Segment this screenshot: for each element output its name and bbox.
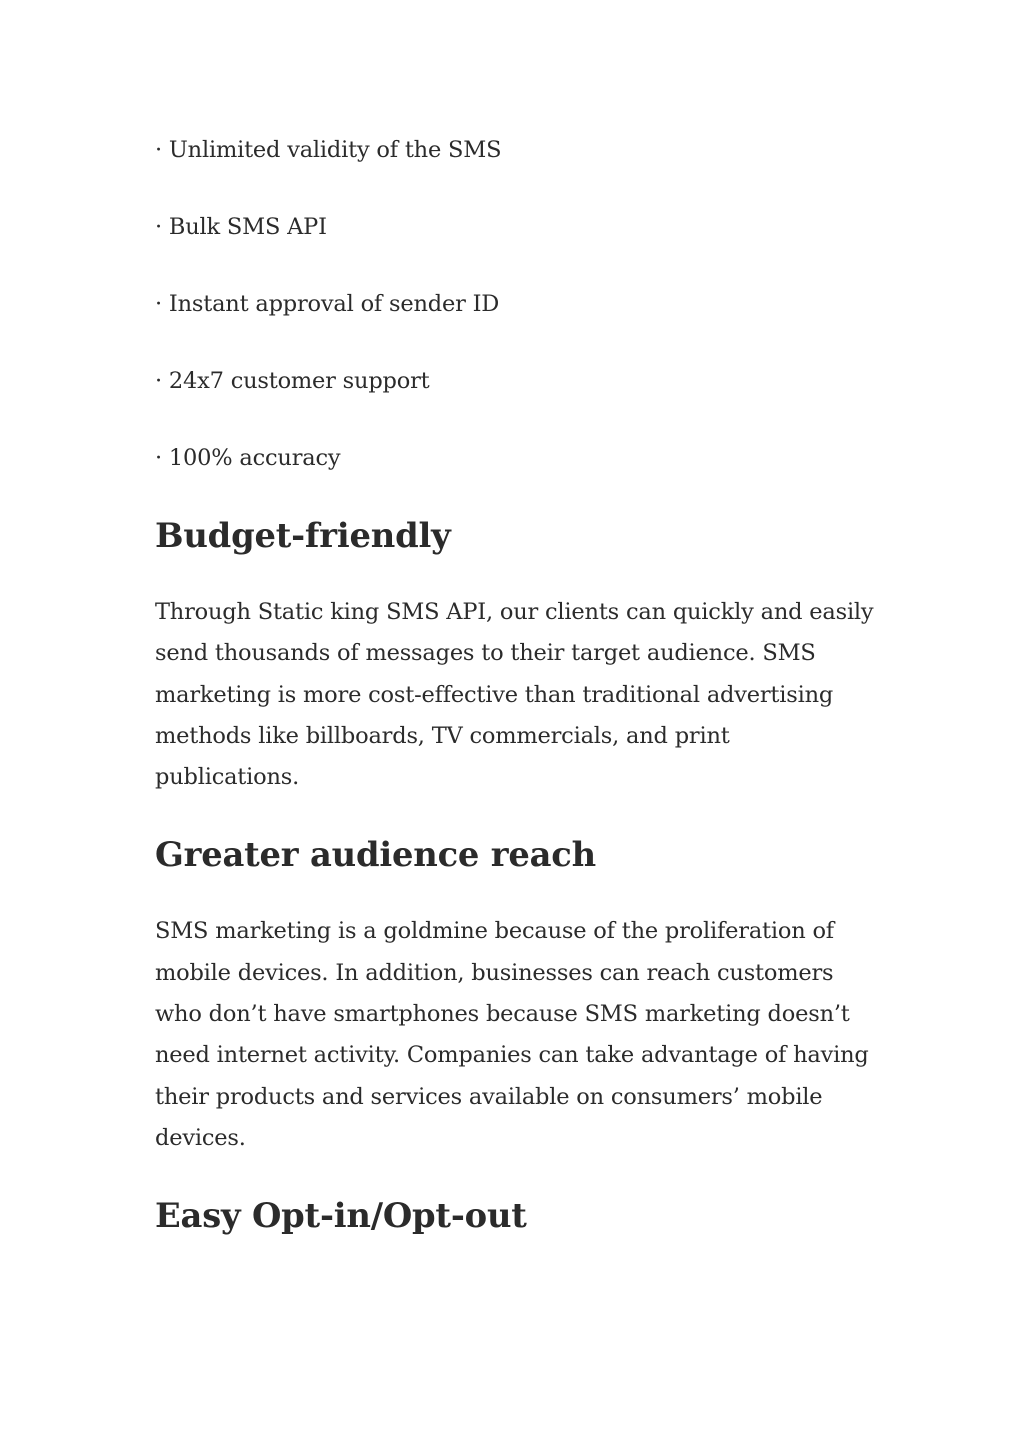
section-heading-audience-reach: Greater audience reach — [155, 834, 596, 875]
feature-item-accuracy: · 100% accuracy — [155, 445, 341, 471]
feature-item-support: · 24x7 customer support — [155, 368, 430, 394]
section-body-audience-reach: SMS marketing is a goldmine because of the proliferation of mobile devices. In addition, businesses can reach customers who don’t have smartphones because SMS marketing doesn’t need internet activity. Companies can take advantage of having their products and services available on consumers’ mobile devices. — [155, 918, 869, 1151]
section-body-budget-friendly: Through Static king SMS API, our clients can quickly and easily send thousands of messages to their target audience. SMS marketing is more cost-effective than traditional advertising methods like billboards, TV commercials, and print publications. — [155, 599, 874, 791]
feature-item-validity: · Unlimited validity of the SMS — [155, 137, 502, 163]
feature-item-bulk-api: · Bulk SMS API — [155, 214, 327, 240]
section-heading-opt-in-out: Easy Opt-in/Opt-out — [155, 1195, 527, 1236]
document-page — [155, 130, 875, 1272]
feature-item-sender-id: · Instant approval of sender ID — [155, 291, 500, 317]
section-heading-budget-friendly: Budget-friendly — [155, 515, 451, 555]
feature-list — [155, 130, 875, 479]
